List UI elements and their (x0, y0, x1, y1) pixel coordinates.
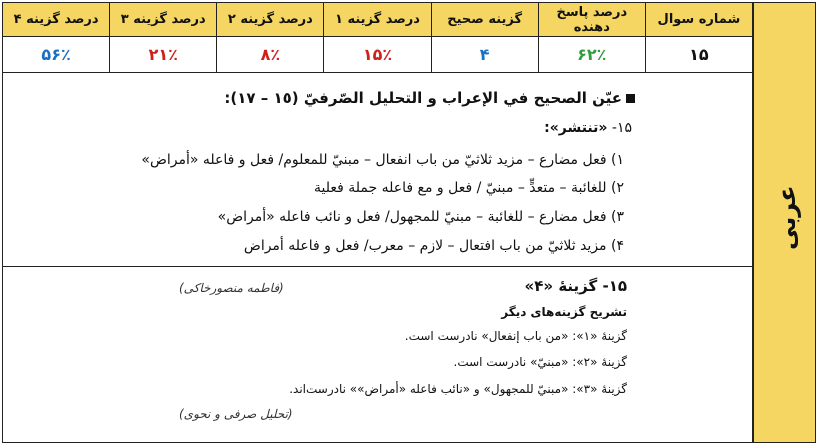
header-respondent-percent: درصد پاسخ دهنده (538, 3, 645, 37)
answer-box (2, 267, 753, 443)
header-option-3-percent: درصد گزینه ۳ (110, 3, 217, 37)
value-option-3-percent: ۲۱٪ (110, 37, 217, 73)
value-respondent-percent: ۶۲٪ (538, 37, 645, 73)
value-option-1-percent: ۱۵٪ (324, 37, 431, 73)
question-box (2, 72, 753, 267)
subject-label: عربی (773, 185, 801, 251)
question-title (224, 89, 635, 107)
question-number: ۱۵- (611, 120, 632, 136)
question-title-text: عيّن الصحيح في الإعراب و التحليل الصّرفيّ (١٥ – ١٧): (224, 89, 622, 107)
explanation-line-1: گزینهٔ «۱»: «من باب إنفعال» نادرست است. (404, 329, 627, 343)
header-option-2-percent: درصد گزینه ۲ (217, 3, 324, 37)
explanation-line-2: گزینهٔ «۲»: «مبنيّ» نادرست است. (453, 355, 627, 369)
question-word: «تنتشر»: (544, 120, 608, 136)
header-correct-option: گزینه صحیح (431, 3, 538, 37)
stats-value-row (3, 37, 753, 73)
bullet-square-icon (626, 94, 635, 103)
subject-sidebar (753, 2, 816, 443)
header-option-1-percent: درصد گزینه ۱ (324, 3, 431, 37)
value-option-2-percent: ۸٪ (217, 37, 324, 73)
option-4: ۴) مزيد ثلاثيّ من باب افتعال – لازم – معرب/ فعل و فاعله أمراض (243, 238, 624, 254)
option-1: ۱) فعل مضارع – مزيد ثلاثيّ من باب انفعال – مبنيّ للمعلوم/ فعل و فاعله «أمراض» (141, 152, 624, 168)
question-number-line (544, 120, 632, 136)
answer-title: ۱۵- گزینهٔ «۴» (524, 277, 627, 295)
header-question-number: شماره سوال (645, 3, 752, 37)
header-option-4-percent: درصد گزینه ۴ (3, 3, 110, 37)
value-option-4-percent: ۵۶٪ (3, 37, 110, 73)
value-correct-option: ۴ (431, 37, 538, 73)
stats-header-row (3, 3, 753, 37)
value-question-number: ۱۵ (645, 37, 752, 73)
option-2: ۲) للغائبة – متعدٍّ – مبنيّ / فعل و مع فاعله جملة فعلية (313, 180, 624, 196)
stats-table (2, 2, 753, 73)
answer-subtitle: تشریح گزینه‌های دیگر (501, 305, 627, 319)
explanation-line-3: گزینهٔ «۳»: «مبنيّ للمجهول» و «نائب فاعله «أمراض»» نادرست‌اند. (289, 382, 627, 396)
author-name: (فاطمه منصورخاکی) (179, 281, 284, 295)
topic-tag: (تحلیل صرفی و نحوی) (179, 407, 293, 421)
option-3: ۳) فعل مضارع – للغائبة – مبنيّ للمجهول/ فعل و نائب فاعله «أمراض» (217, 209, 624, 225)
